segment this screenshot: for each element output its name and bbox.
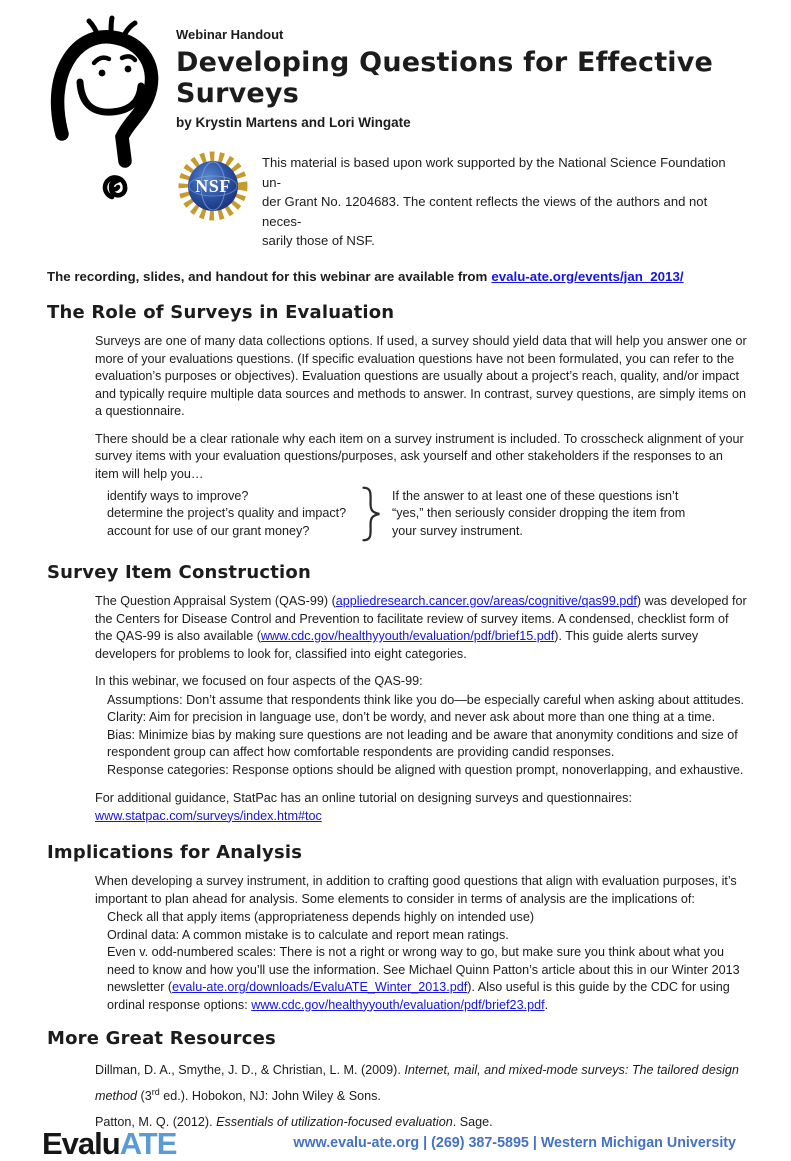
availability-text: The recording, slides, and handout for this webinar are available from <box>47 268 488 284</box>
analysis-text: Even v. odd-numbered scales: There is not a right or wrong way to go, but make sure you think about what you need to know and how you’ll use the information. See Michael Quinn Patton’s article about this in our Winter 2013 newsletter ( <box>107 945 740 994</box>
reference-title: Essentials of utilization-focused evaluation <box>216 1115 453 1129</box>
analysis-text: . <box>544 997 549 1012</box>
reference-ordinal-sup: rd <box>151 1086 160 1097</box>
construction-text: ). This guide alerts survey developers for problems to look for, classified into eight categories. <box>95 629 699 661</box>
winter-2013-newsletter-link[interactable]: evalu-ate.org/downloads/EvaluATE_Winter_2013.pdf <box>172 980 468 994</box>
crosscheck-advice-note: If the answer to at least one of these questions isn’t “yes,” then seriously consider dropping the item from your survey instrument. <box>392 488 686 538</box>
footer-contact-info: www.evalu-ate.org | (269) 387-5895 | Western Michigan University <box>293 1135 736 1151</box>
reference-title: Internet, mail, and mixed-mode surveys: The tailored design method <box>95 1063 739 1103</box>
statpac-link[interactable]: www.statpac.com/surveys/index.htm#toc <box>95 808 322 823</box>
analysis-text: ). Also useful is this guide by the CDC for using ordinal response options: <box>107 980 730 1012</box>
reference-text: Patton, M. Q. (2012). <box>95 1115 217 1129</box>
nsf-logo-icon <box>176 151 250 221</box>
page-title: Developing Questions for Effective Surveys <box>176 46 714 109</box>
reference-dillman <box>95 1057 748 1109</box>
nsf-logo-svg <box>176 151 250 221</box>
qas99-link[interactable]: appliedresearch.cancer.gov/areas/cognitive/qas99.pdf <box>335 594 637 608</box>
kicker: Webinar Handout <box>176 27 284 42</box>
crosscheck-figure <box>107 485 748 543</box>
analysis-item-ordinal-data: Ordinal data: A common mistake is to calculate and report mean ratings. <box>107 927 509 942</box>
evaluate-logo-black: Evalu <box>42 1126 120 1161</box>
reference-text: . Sage. <box>452 1115 493 1129</box>
nsf-attribution <box>176 151 748 251</box>
question-mark-logo-icon <box>42 16 170 251</box>
construction-paragraph-1 <box>95 593 748 663</box>
availability-line <box>47 268 748 286</box>
header-text-block <box>170 16 748 251</box>
nsf-disclaimer-line: der Grant No. 1204683. The content reflects the views of the authors and not neces- <box>262 194 708 229</box>
qas-aspect-bias: Bias: Minimize bias by making sure questions are not leading and be aware that anonymity conditions and size of respondent group can affect how comfortable respondents are providing candid responses. <box>107 727 738 759</box>
crosscheck-question: account for use of our grant money? <box>107 523 310 538</box>
analysis-paragraph-1: When developing a survey instrument, in addition to crafting good questions that align with evaluation purposes, it’s important to plan ahead for analysis. Some elements to consider in terms of analysis are the implications of: <box>95 874 737 906</box>
nsf-disclaimer-line: This material is based upon work supported by the National Science Foundation un- <box>262 155 726 190</box>
analysis-item-scales <box>107 944 748 1014</box>
section-heading-implications-for-analysis: Implications for Analysis <box>47 842 303 863</box>
statpac-paragraph <box>95 790 748 825</box>
reference-text: ed.). Hobokon, NJ: John Wiley & Sons. <box>159 1089 381 1103</box>
header <box>42 16 748 251</box>
construction-text: The Question Appraisal System (QAS-99) ( <box>95 594 336 608</box>
section-heading-more-great-resources: More Great Resources <box>47 1028 276 1049</box>
reference-text: Dillman, D. A., Smythe, J. D., & Christian, L. M. (2009). <box>95 1063 405 1077</box>
nsf-disclaimer-line: sarily those of NSF. <box>262 233 375 248</box>
statpac-text: For additional guidance, StatPac has an online tutorial on designing surveys and questionnaires: <box>95 791 632 805</box>
reference-text: (3 <box>137 1089 152 1103</box>
crosscheck-question: determine the project’s quality and impact? <box>107 506 347 521</box>
evaluate-logo-blue: ATE <box>119 1126 177 1161</box>
webinar-recording-link[interactable]: evalu-ate.org/events/jan_2013/ <box>491 268 684 284</box>
nsf-disclaimer <box>262 151 748 251</box>
analysis-items-list <box>107 909 748 1014</box>
role-paragraph-1: Surveys are one of many data collections options. If used, a survey should yield data that will help you answer one or more of your evaluations questions. (If specific evaluation questions have not been formulated, you can refer to the evaluation’s purposes or objectives). Evaluation questions are usually about a project’s reach, quality, and/or impact and typically require multiple data sources and methods to answer. In contrast, survey questions, are simply items on a questionnaire. <box>95 334 747 418</box>
evaluate-logo <box>42 1126 177 1161</box>
construction-text: ) was developed for the Centers for Disease Control and Prevention to facilitate review of survey items. A condensed, checklist form of the QAS-99 is also available ( <box>95 594 747 643</box>
construction-paragraph-2: In this webinar, we focused on four aspects of the QAS-99: <box>95 674 423 688</box>
crosscheck-question-list <box>107 488 355 541</box>
cdc-brief15-link[interactable]: www.cdc.gov/healthyyouth/evaluation/pdf/brief15.pdf <box>260 629 555 643</box>
byline: by Krystin Martens and Lori Wingate <box>176 114 411 130</box>
section-heading-role-of-surveys: The Role of Surveys in Evaluation <box>47 302 395 323</box>
svg-text:NSF: NSF <box>195 176 231 196</box>
footer <box>42 1126 748 1161</box>
reference-patton <box>95 1109 748 1135</box>
question-mark-smiley-icon <box>42 16 170 206</box>
curly-brace-icon <box>359 485 383 543</box>
section-heading-survey-item-construction: Survey Item Construction <box>47 562 311 583</box>
cdc-brief23-link[interactable]: www.cdc.gov/healthyyouth/evaluation/pdf/brief23.pdf <box>251 997 545 1012</box>
role-paragraph-2: There should be a clear rationale why each item on a survey instrument is included. To crosscheck alignment of your survey items with your evaluation questions/purposes, ask yourself and other stakeholders if the responses to an item will help you… <box>95 431 744 481</box>
qas-aspect-clarity: Clarity: Aim for precision in language use, don’t be wordy, and never ask about more than one thing at a time. <box>107 710 716 724</box>
qas-aspect-assumptions: Assumptions: Don’t assume that respondents think like you do—be especially careful when asking about attitudes. <box>107 692 745 707</box>
qas-aspect-response-categories: Response categories: Response options should be aligned with question prompt, nonoverlapping, and exhaustive. <box>107 762 744 777</box>
analysis-item-check-all: Check all that apply items (appropriateness depends highly on intended use) <box>107 910 535 924</box>
reference-list <box>95 1057 748 1135</box>
crosscheck-question: identify ways to improve? <box>107 488 249 503</box>
qas-aspects-list <box>107 692 748 780</box>
